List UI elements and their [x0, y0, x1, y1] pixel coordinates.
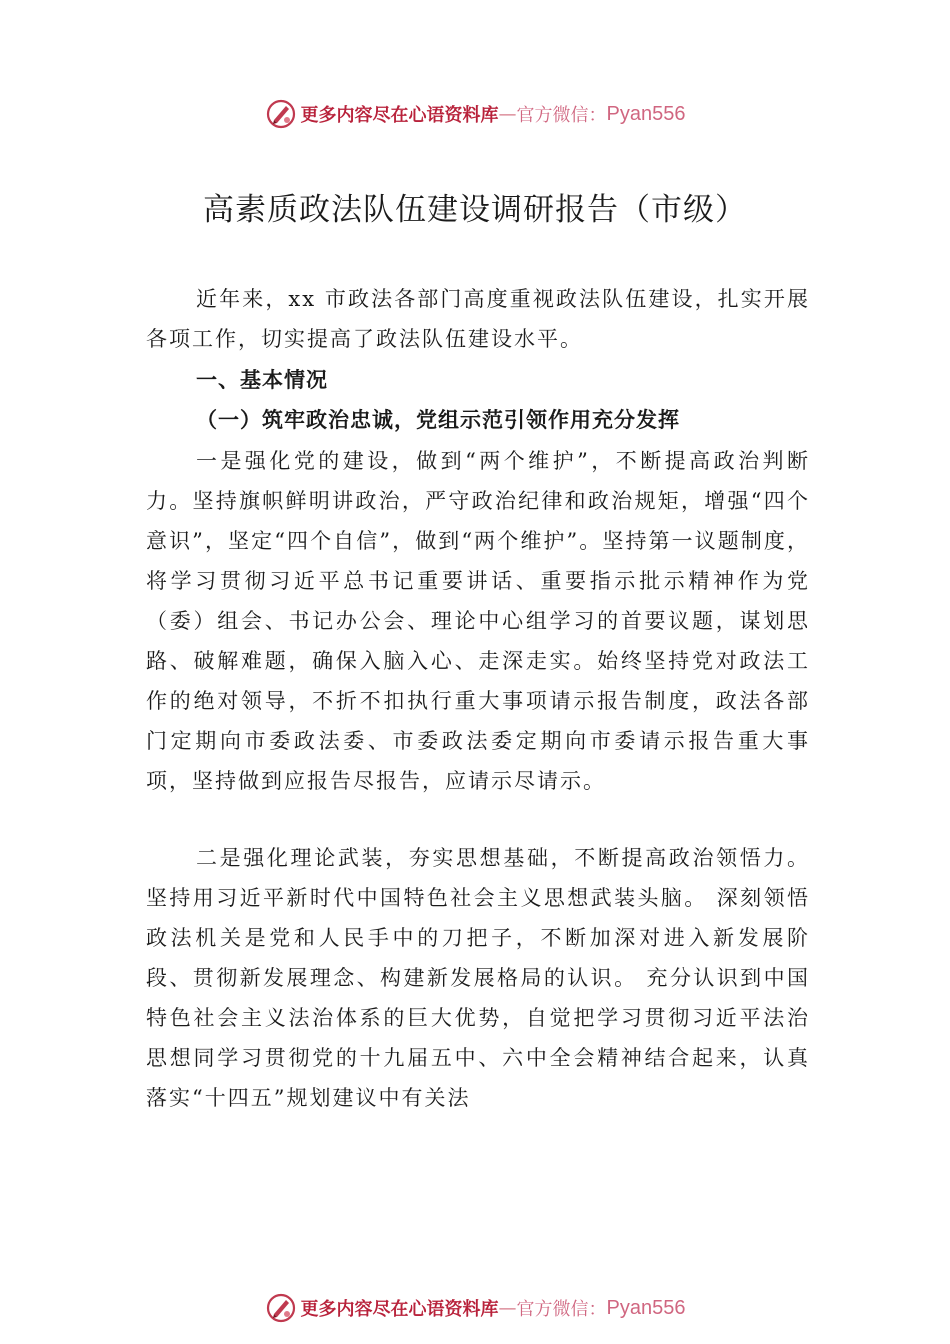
watermark-sub-text: 官方微信：: [516, 105, 607, 126]
body-paragraph-1: 一是强化党的建设，做到“两个维护”，不断提高政治判断力。坚持旗帜鲜明讲政治，严守政治纪律和政治规矩，增强“四个意识”，坚定“四个自信”，做到“两个维护”。坚持第一议题制度，将学习贯彻习近平总书记重要讲话、重要指示批示精神作为党（委）组会、书记办公会、理论中心组学习的首要议题，谋划思路、破解难题，确保入脑入心、走深走实。始终坚持党对政法工作的绝对领导，不折不扣执行重大事项请示报告制度，政法各部门定期向市委政法委、市委政法委定期向市委请示报告重大事项，坚持做到应报告尽报告，应请示尽请示。: [146, 449, 810, 793]
subsection-heading: （一）筑牢政治忠诚，党组示范引领作用充分发挥: [196, 408, 680, 432]
watermark-banner-bottom: [0, 1288, 950, 1328]
watermark-main-text: 更多内容尽在心语资料库: [300, 105, 499, 126]
watermark-separator: —: [498, 103, 517, 125]
watermark-banner-top: [0, 94, 950, 134]
body-paragraph-2: 二是强化理论武装，夯实思想基础，不断提高政治领悟力。坚持用习近平新时代中国特色社会主义思想武装头脑。 深刻领悟政法机关是党和人民手中的刀把子，不断加深对进入新发展阶段、贯彻新发展理念、构建新发展格局的认识。 充分认识到中国特色社会主义法治体系的巨大优势，自觉把学习贯彻习近平法治思想同学习贯彻党的十九届五中、六中全会精神结合起来，认真落实“十四五”规划建议中有关法: [146, 846, 810, 1110]
pen-seal-icon: [265, 1292, 297, 1324]
watermark-main-text: 更多内容尽在心语资料库: [300, 1299, 499, 1320]
intro-paragraph: 近年来，xx 市政法各部门高度重视政法队伍建设，扎实开展各项工作，切实提高了政法队伍建设水平。: [146, 287, 810, 351]
pen-seal-icon: [265, 98, 297, 130]
watermark-wechat-id: Pyan556: [606, 102, 686, 125]
watermark-sub-text: 官方微信：: [516, 1299, 607, 1320]
document-title: 高素质政法队伍建设调研报告（市级）: [203, 192, 747, 228]
watermark-wechat-id: Pyan556: [606, 1296, 686, 1319]
watermark-separator: —: [498, 1297, 517, 1319]
section-heading: 一、基本情况: [196, 368, 328, 392]
